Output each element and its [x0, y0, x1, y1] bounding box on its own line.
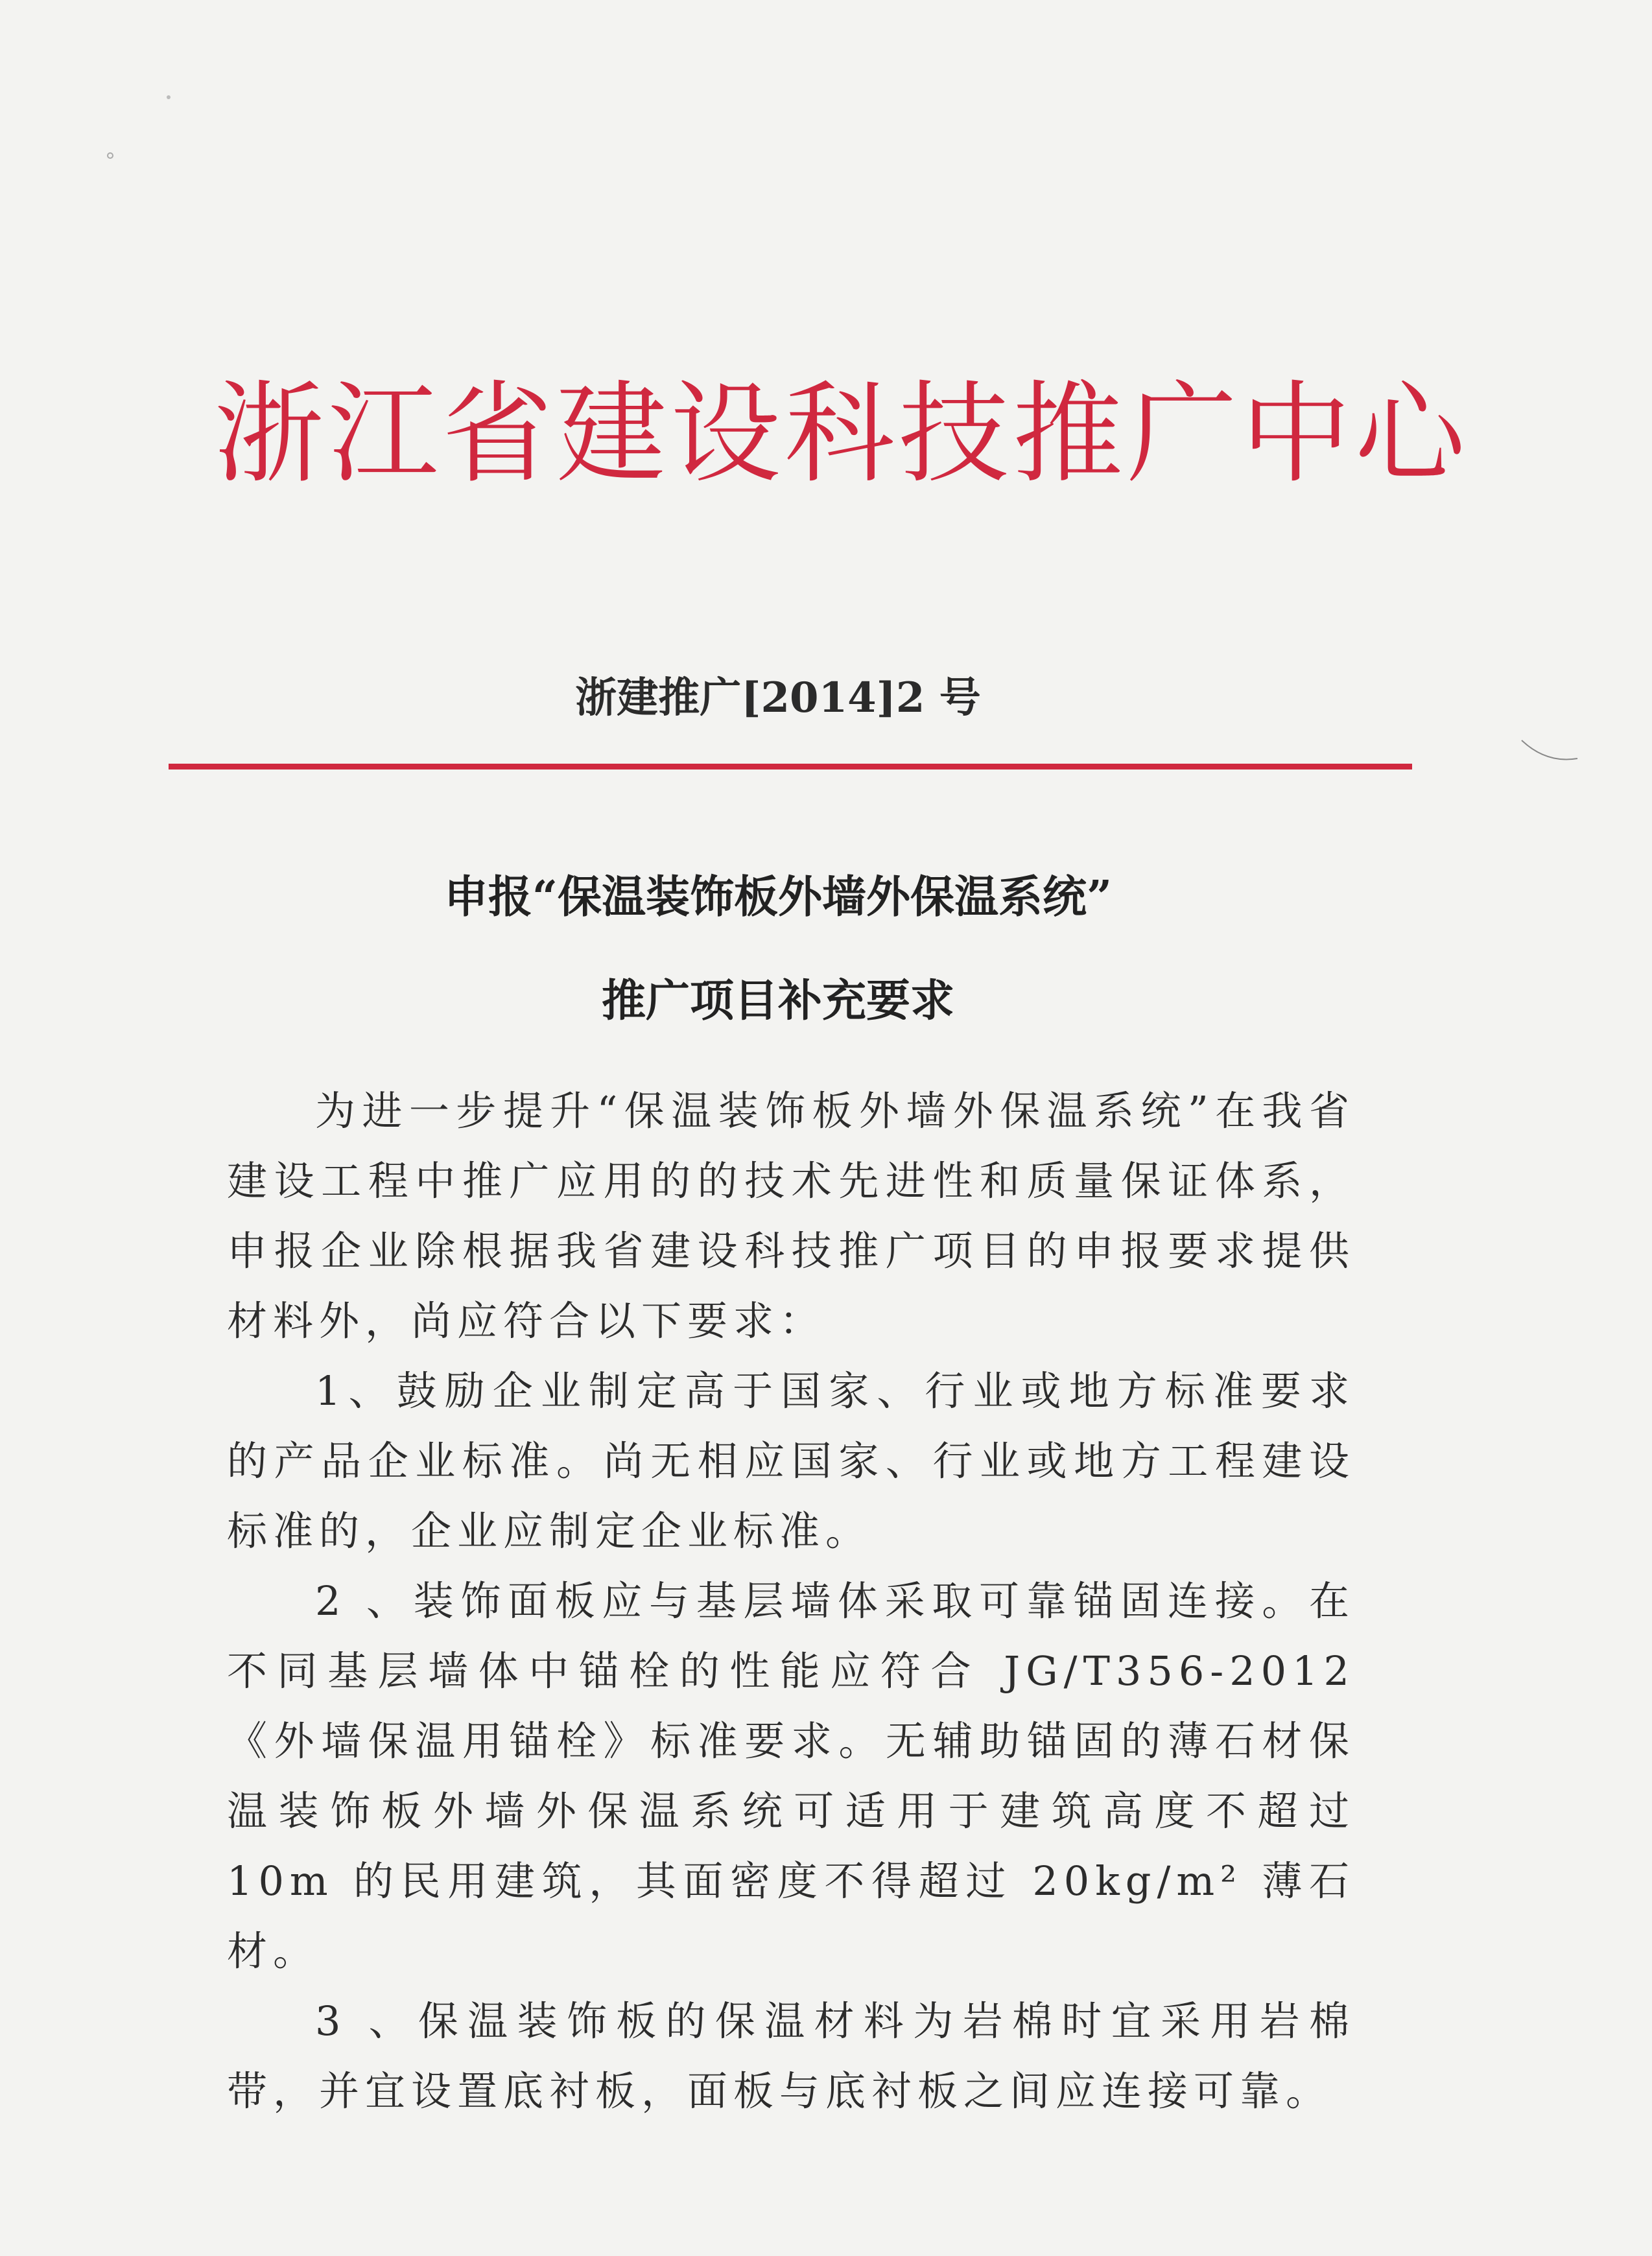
scan-speck-marks: [97, 91, 188, 169]
requirement-item-3: 3 、保温装饰板的保温材料为岩棉时宜采用岩棉带，并宜设置底衬板，面板与底衬板之间应连接可靠。: [227, 1997, 1355, 2115]
document-title-line-2: 推广项目补充要求: [601, 975, 954, 1027]
issuing-organization-header: 浙江省建设科技推广中心: [214, 370, 1470, 499]
scan-edge-mark: [1520, 739, 1579, 765]
document-number: 浙建推广[2014]2 号: [575, 674, 981, 722]
requirement-item-2: 2 、装饰面板应与基层墙体采取可靠锚固连接。在不同基层墙体中锚栓的性能应符合 JG/T356-2012《外墙保温用锚栓》标准要求。无辅助锚固的薄石材保温装饰板外墙外保温系统可适用于建筑高度不超过 10m 的民用建筑，其面密度不得超过 20kg/m² 薄石材。: [227, 1577, 1355, 1975]
document-body: [227, 1076, 1355, 2126]
document-title-line-1: 申报“保温装饰板外墙外保温系统”: [443, 871, 1113, 923]
red-separator-line: [169, 764, 1412, 770]
requirement-item-1: 1、鼓励企业制定高于国家、行业或地方标准要求的产品企业标准。尚无相应国家、行业或地方工程建设标准的，企业应制定企业标准。: [227, 1367, 1355, 1555]
intro-paragraph: 为进一步提升“保温装饰板外墙外保温系统”在我省建设工程中推广应用的的技术先进性和质量保证体系，申报企业除根据我省建设科技推广项目的申报要求提供材料外，尚应符合以下要求：: [227, 1087, 1355, 1345]
